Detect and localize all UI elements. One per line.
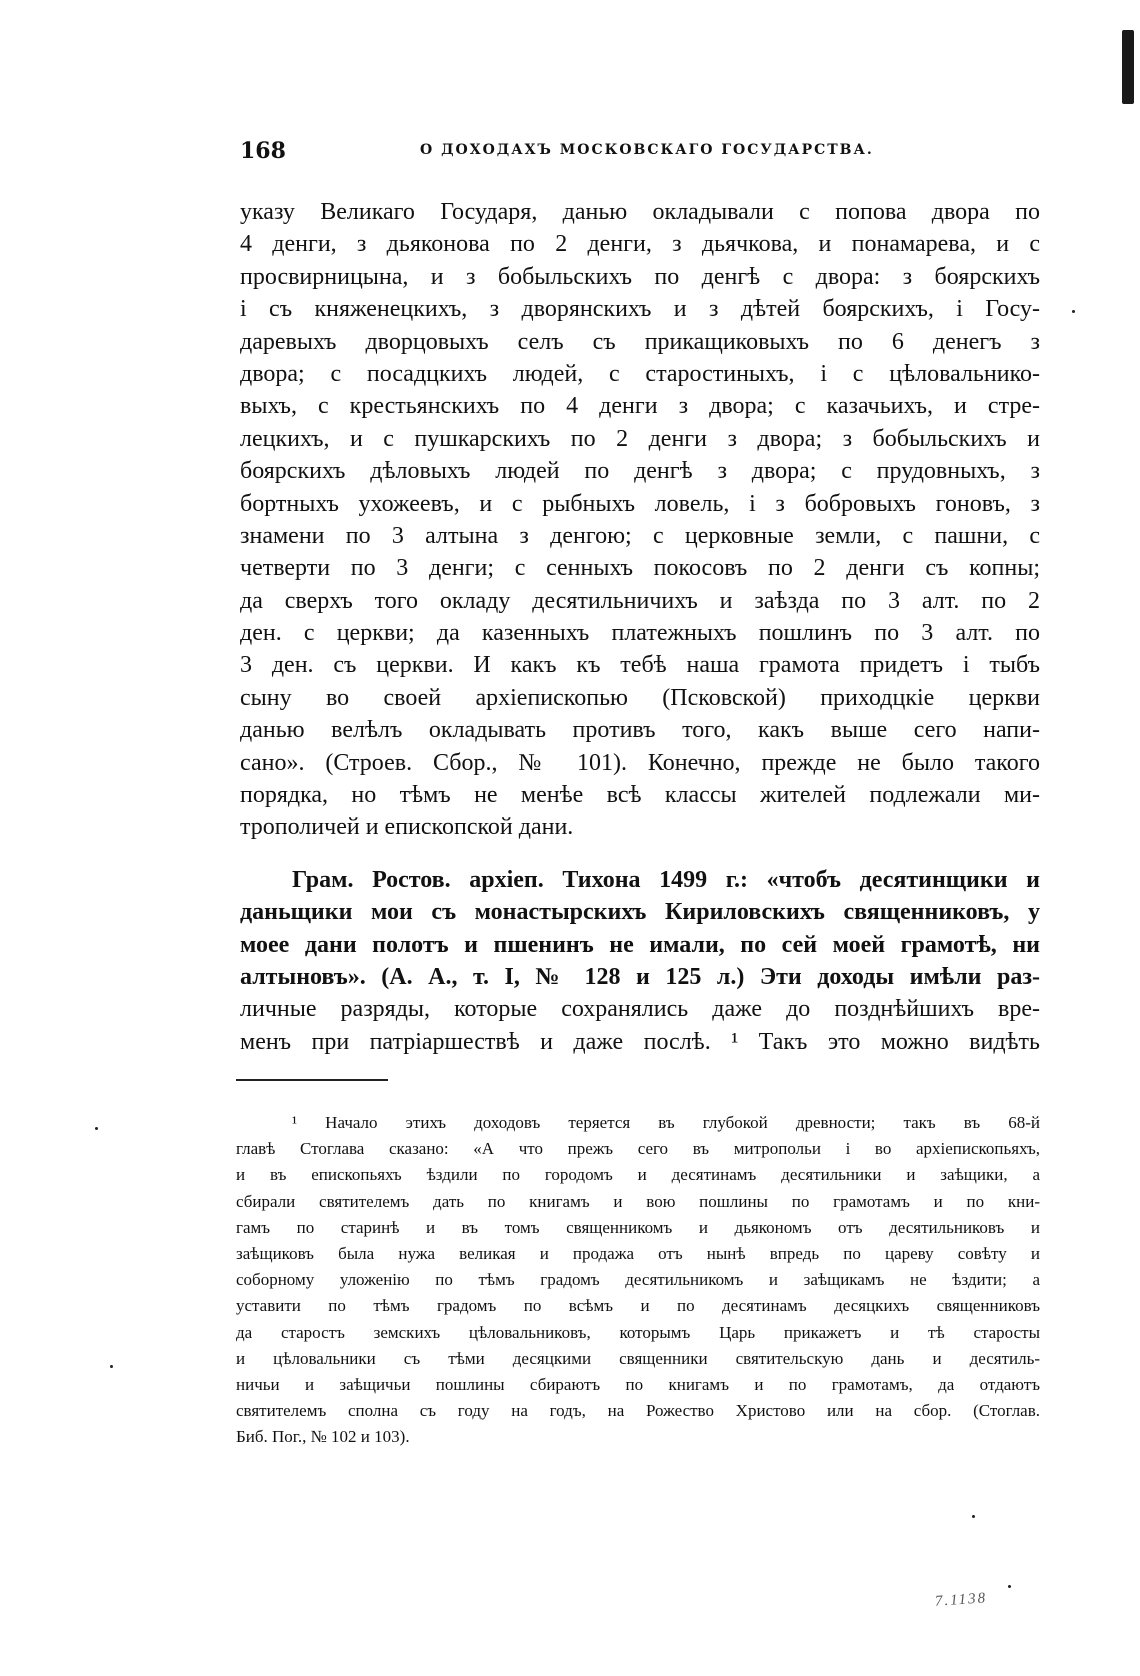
footnote-line: и цѣловальники съ тѣми десяцкими священники святительскую дань и десятиль- xyxy=(236,1348,1040,1368)
footnote-line: ничьи и заѣщичьи пошлины сбираютъ по книгамъ и по грамотамъ, да отдаютъ xyxy=(236,1374,1040,1394)
text-line: двора; с посадцкихъ людей, с старостиныхъ, і с цѣловальнико- xyxy=(240,360,1040,387)
text-line: даньщики мои съ монастырскихъ Кириловскихъ священниковъ, у xyxy=(240,899,1040,926)
footnote-line: главѣ Стоглава сказано: «А что прежъ сего въ митропольи і во архіепископьяхъ, xyxy=(236,1139,1040,1159)
footnote xyxy=(236,1110,1040,1450)
text-line: указу Великаго Государя, данью окладывали с попова двора по xyxy=(240,199,1040,225)
handwritten-note: 7.1138 xyxy=(934,1590,988,1610)
footnote-line: ¹ Начало этихъ доходовъ теряется въ глубокой древности; такъ въ 68-й xyxy=(292,1113,1040,1132)
text-line: і съ княженецкихъ, з дворянскихъ и з дѣтей боярскихъ, і Госу- xyxy=(240,296,1040,323)
text-line: бортныхъ ухожеевъ, и с рыбныхъ ловель, і з бобровыхъ гоновъ, з xyxy=(240,490,1040,517)
text-line: 4 денги, з дьяконова по 2 денги, з дьячкова, и понамарева, и с xyxy=(240,231,1040,258)
text-line: лецкихъ, и с пушкарскихъ по 2 денги з двора; з бобыльскихъ и xyxy=(240,425,1040,452)
scan-speck xyxy=(95,1127,98,1130)
text-line: боярскихъ дѣловыхъ людей по денгѣ з двора; с прудовныхъ, з xyxy=(240,458,1040,485)
text-line: алтыновъ». (А. А., т. I, № 128 и 125 л.) Эти доходы имѣли раз- xyxy=(240,963,1040,990)
footnote-line: уставити по тѣмъ градомъ по всѣмъ и по десятинамъ десяцкихъ священниковъ xyxy=(236,1296,1040,1316)
text-line: да сверхъ того окладу десятильничихъ и заѣзда по 3 алт. по 2 xyxy=(240,587,1040,614)
text-line: личные разряды, которые сохранялись даже до позднѣйшихъ вре- xyxy=(240,996,1040,1023)
footnote-line: заѣщиковъ была нужа великая и продажа отъ нынѣ впредь по цареву совѣту и xyxy=(236,1243,1040,1263)
text-line: 3 ден. съ церкви. И какъ къ тебѣ наша грамота придетъ і тыбъ xyxy=(240,652,1040,679)
text-line: сыну во своей архіепископью (Псковской) приходцкіе церкви xyxy=(240,684,1040,711)
page-number: 168 xyxy=(240,138,286,164)
text-line: Грам. Ростов. архіеп. Тихона 1499 г.: «чтобъ десятинщики и xyxy=(292,866,1040,893)
paragraph-gap xyxy=(240,844,1040,864)
footnote-line: гамъ по старинѣ и въ томъ священникомъ и дьякономъ отъ десятильниковъ и xyxy=(236,1217,1040,1237)
text-line: даревыхъ дворцовыхъ селъ съ прикащиковыхъ по 6 денегъ з xyxy=(240,328,1040,355)
footnote-line: сбирали святителемъ дать по книгамъ и вою пошлины по грамотамъ и по кни- xyxy=(236,1191,1040,1211)
main-text xyxy=(240,196,1040,1058)
text-line: сано». (Строев. Сбор., № 101). Конечно, прежде не было такого xyxy=(240,749,1040,776)
footnote-line: святителемъ сполна съ году на годъ, на Рожество Христово или на сбор. (Стоглав. xyxy=(236,1401,1040,1421)
scan-speck xyxy=(1008,1585,1011,1588)
paragraph-1 xyxy=(240,196,1040,844)
text-line: ден. с церкви; да казенныхъ платежныхъ пошлинъ по 3 алт. по xyxy=(240,620,1040,647)
footnote-line: Биб. Пог., № 102 и 103). xyxy=(236,1427,410,1447)
text-line: четверти по 3 денги; с сенныхъ покосовъ по 2 денги съ копны; xyxy=(240,555,1040,582)
text-line: моее дани полотъ и пшенинъ не имали, по сей моей грамотѣ, ни xyxy=(240,931,1040,958)
footnote-line: и въ епископьяхъ ѣздили по городомъ и десятинамъ десятильники и заѣщики, а xyxy=(236,1165,1040,1185)
footnote-rule xyxy=(236,1079,388,1081)
scan-speck xyxy=(972,1515,975,1518)
scan-speck xyxy=(110,1365,113,1368)
text-line: порядка, но тѣмъ не менѣе всѣ классы жителей подлежали ми- xyxy=(240,782,1040,809)
text-line: менъ при патріаршествѣ и даже послѣ. ¹ Такъ это можно видѣть xyxy=(240,1028,1040,1055)
paragraph-2 xyxy=(240,864,1040,1058)
text-line: данью велѣлъ окладывать противъ того, какъ выше сего напи- xyxy=(240,717,1040,744)
footnote-line: да старостъ земскихъ цѣловальниковъ, которымъ Царь прикажетъ и тѣ старосты xyxy=(236,1322,1040,1342)
footnote-line: соборному уложенію по тѣмъ градомъ десятильникомъ и заѣщикамъ не ѣздити; а xyxy=(236,1270,1040,1290)
text-line: просвирницына, и з бобыльскихъ по денгѣ с двора: з боярскихъ xyxy=(240,263,1040,290)
text-line: знамени по 3 алтына з денгою; с церковные земли, с пашни, с xyxy=(240,522,1040,549)
page-edge-mark xyxy=(1122,30,1134,104)
text-line: выхъ, с крестьянскихъ по 4 денги з двора; с казачьихъ, и стре- xyxy=(240,393,1040,420)
running-title: О ДОХОДАХЪ МОСКОВСКАГО ГОСУДАРСТВА. xyxy=(420,142,874,158)
page-header xyxy=(240,138,1040,168)
text-line: трополичей и епископской дани. xyxy=(240,814,574,841)
scan-speck xyxy=(1072,310,1075,313)
